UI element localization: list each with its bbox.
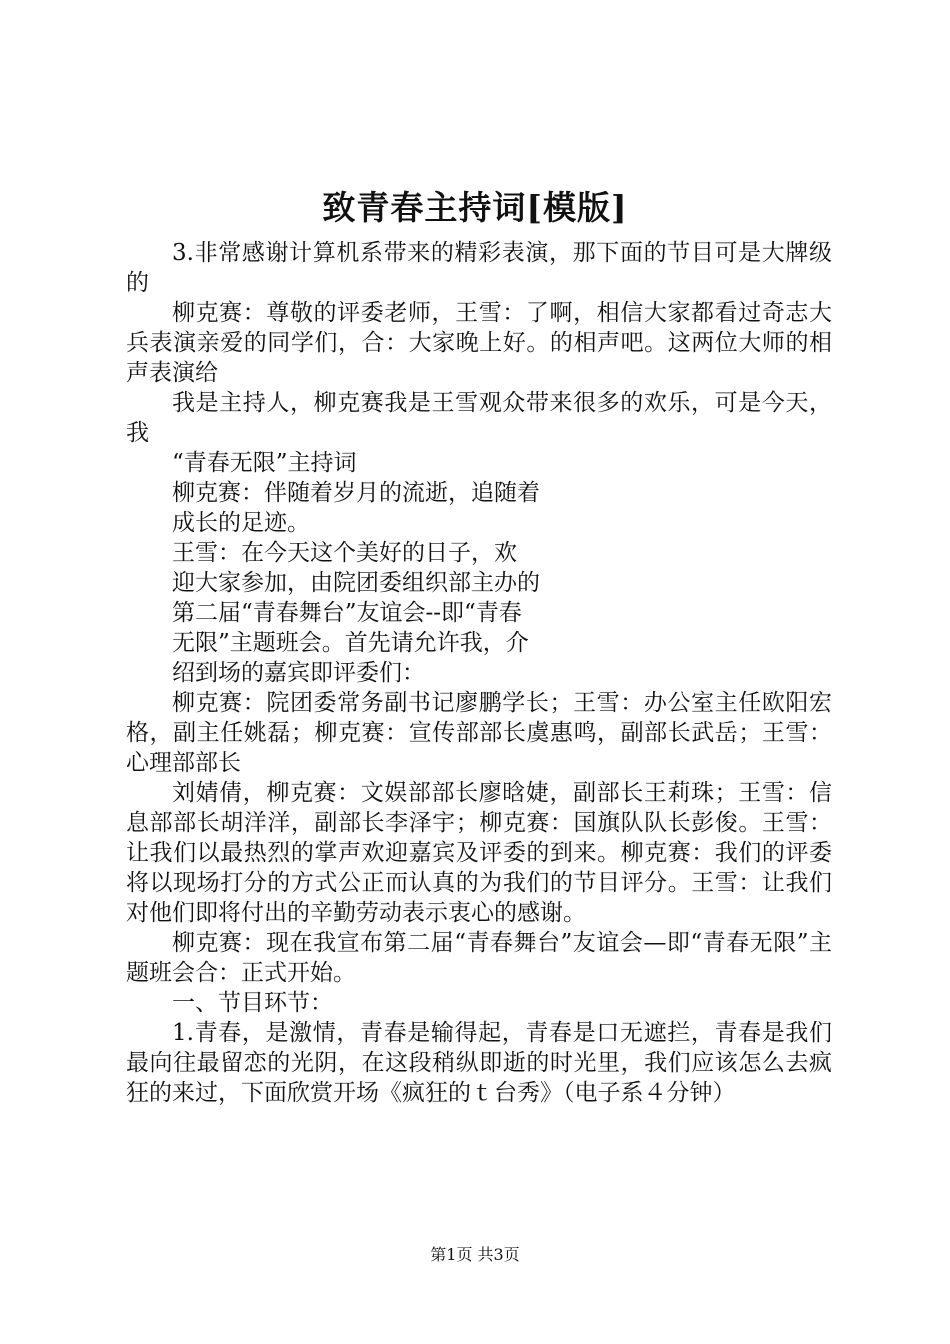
paragraph: 柳克赛：院团委常务副书记廖鹏学长；王雪：办公室主任欧阳宏格，副主任姚磊；柳克赛：宣传部部长虞惠鸣，副部长武岳；王雪：心理部部长 <box>126 690 832 776</box>
paragraph: 第二届“青春舞台”友谊会--即“青春 <box>172 600 522 626</box>
paragraph: 迎大家参加，由院团委组织部主办的 <box>172 570 540 596</box>
paragraph: 3.非常感谢计算机系带来的精彩表演，那下面的节目可是大牌级的 <box>126 240 832 296</box>
paragraph: 无限”主题班会。首先请允许我，介 <box>172 630 529 656</box>
paragraph: 柳克赛：现在我宣布第二届“青春舞台”友谊会—即“青春无限”主题班会合：正式开始。 <box>126 930 832 986</box>
paragraph: 一、节目环节： <box>172 990 333 1016</box>
document-title: 致青春主持词[模版] <box>322 188 628 227</box>
paragraph: 柳克赛：伴随着岁月的流逝，追随着 <box>172 480 540 506</box>
paragraph: “青春无限”主持词 <box>172 450 357 476</box>
page-footer: 第1页 共3页 <box>430 1245 520 1264</box>
paragraph: 我是主持人，柳克赛我是王雪观众带来很多的欢乐，可是今天，我 <box>126 390 832 446</box>
paragraph: 1.青春，是激情，青春是输得起，青春是口无遮拦，青春是我们最向往最留恋的光阴，在这段稍纵即逝的时光里，我们应该怎么去疯狂的来过，下面欣赏开场《疯狂的ｔ台秀》（电子系４分钟） <box>126 1020 832 1106</box>
paragraph: 王雪：在今天这个美好的日子，欢 <box>172 540 517 566</box>
document-body <box>126 238 832 1108</box>
paragraph: 绍到场的嘉宾即评委们： <box>172 660 425 686</box>
paragraph: 柳克赛：尊敬的评委老师，王雪：了啊，相信大家都看过奇志大兵表演亲爱的同学们，合：大家晚上好。的相声吧。这两位大师的相声表演给 <box>126 300 832 386</box>
paragraph: 成长的足迹。 <box>172 510 310 536</box>
paragraph: 刘婧倩，柳克赛：文娱部部长廖晗婕，副部长王莉珠；王雪：信息部部长胡洋洋，副部长李泽宇；柳克赛：国旗队队长彭俊。王雪：让我们以最热烈的掌声欢迎嘉宾及评委的到来。柳克赛：我们的评委将以现场打分的方式公正而认真的为我们的节目评分。王雪：让我们对他们即将付出的辛勤劳动表示衷心的感谢。 <box>126 780 832 926</box>
